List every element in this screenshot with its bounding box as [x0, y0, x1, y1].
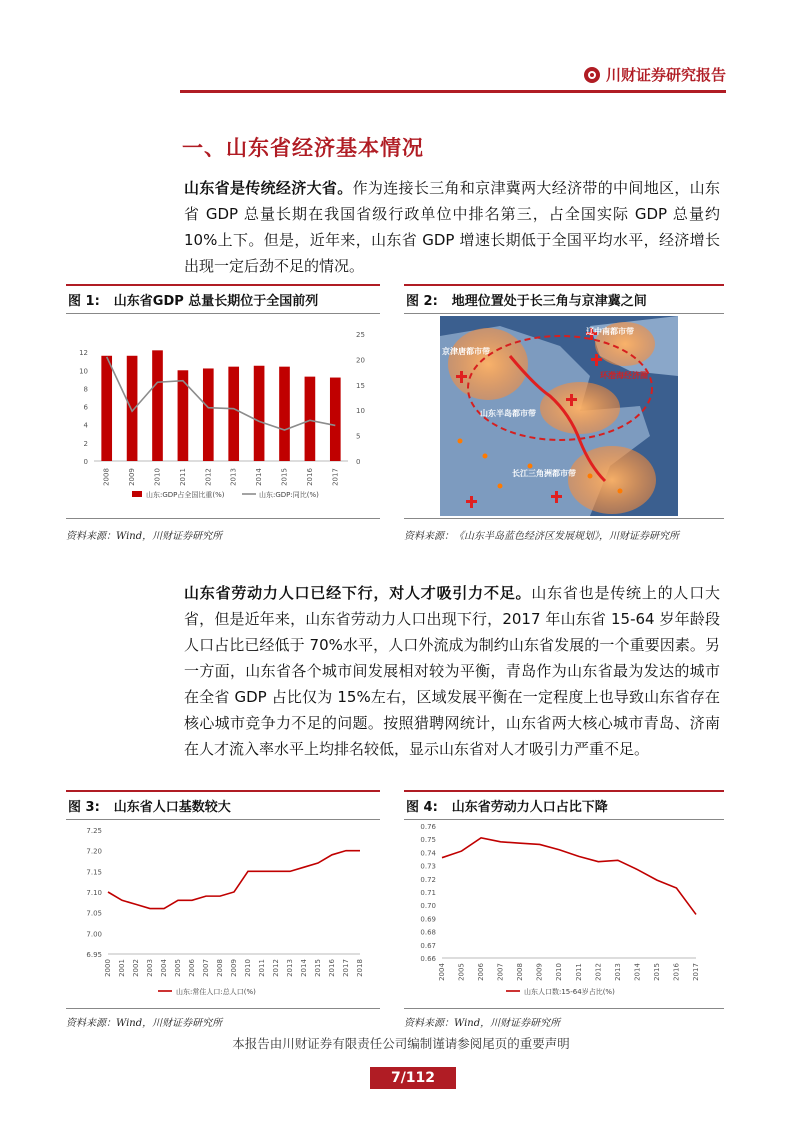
city-dot	[458, 439, 463, 444]
map-label-shandong-peninsula: 山东半岛都市带	[480, 409, 536, 418]
figure-1-number: 图 1:	[68, 294, 100, 309]
figure-2-header	[404, 284, 724, 314]
y-left-tick-label: 10	[79, 367, 88, 376]
x-tick-label: 2006	[477, 963, 486, 981]
x-tick-label: 2018	[356, 959, 364, 977]
footer-disclaimer: 本报告由川财证券有限责任公司编制谨请参阅尾页的重要声明	[232, 1036, 570, 1051]
x-tick-label: 2010	[555, 963, 564, 981]
figure-4-number: 图 4:	[406, 800, 438, 815]
page-number: 7/112	[370, 1067, 456, 1089]
y-right-tick-label: 5	[356, 432, 361, 441]
y-tick-label: 7.25	[86, 827, 102, 835]
y-tick-label: 7.10	[86, 889, 102, 897]
bar-gdp-share	[152, 350, 163, 461]
legend-swatch-bar	[132, 491, 142, 497]
figure-4-header	[404, 790, 724, 820]
series-line	[108, 851, 360, 909]
bar-gdp-share	[279, 367, 290, 461]
figure-3-source-rule	[66, 1008, 380, 1009]
city-marker	[566, 398, 577, 401]
map-label-liaozhongnan: 辽中南都市带	[586, 327, 634, 336]
figure-1-chart	[66, 318, 380, 514]
y-tick-label: 0.71	[420, 889, 436, 897]
paragraph-2-lead: 山东省劳动力人口已经下行，对人才吸引力不足。	[184, 584, 532, 602]
x-tick-label: 2008	[516, 963, 525, 981]
y-tick-label: 0.74	[420, 849, 436, 858]
paragraph-1-body: 作为连接长三角和京津冀两大经济带的中间地区，山东省 GDP 总量长期在我国省级行政单位中排名第三，占全国实际 GDP 总量约 10%上下。但是，近年来，山东省 GDP 增速长期低于全国平均水平，经济增长出现一定后劲不足的情况。	[184, 179, 720, 275]
figure-2-source-rule	[404, 518, 724, 519]
x-tick-label: 2004	[438, 963, 446, 981]
y-tick-label: 0.67	[420, 941, 436, 950]
chuancai-logo-icon	[584, 67, 600, 83]
city-marker	[591, 358, 602, 361]
bar-gdp-share	[305, 377, 316, 461]
bar-gdp-share	[254, 366, 265, 461]
paragraph-2-body: 山东省也是传统上的人口大省，但是近年来，山东省劳动力人口出现下行，2017 年山东省 15-64 岁年龄段人口占比已经低于 70%水平，人口外流成为制约山东省发展的一个重要因素。另一方面，山东省各个城市间发展相对较为平衡，青岛作为山东省最为发达的城市在全省 GDP 占比仅为 15%左右，区域发展平衡在一定程度上也导致山东省存在核心城市竞争力不足的问题。按照猎聘网统计，山东省两大核心城市青岛、济南在人才流入率水平上均排名较低，显示山东省对人才吸引力严重不足。	[184, 584, 720, 758]
figure-3-chart	[66, 822, 380, 1008]
bar-gdp-share	[330, 378, 341, 461]
city-dot	[588, 474, 593, 479]
brand-text: 川财证券研究报告	[605, 66, 726, 84]
bar-gdp-share	[101, 356, 112, 461]
figure-4-source: 资料来源：Wind，川财证券研究所	[404, 1018, 561, 1029]
x-tick-label: 2013	[229, 468, 238, 486]
y-tick-label: 0.76	[420, 823, 436, 831]
y-tick-label: 0.66	[420, 955, 436, 963]
y-tick-label: 0.70	[420, 902, 436, 911]
x-tick-label: 2005	[457, 963, 466, 981]
figure-1-title: 山东省GDP 总量长期位于全国前列	[113, 294, 319, 309]
x-tick-label: 2009	[128, 468, 137, 486]
figure-3-header	[66, 790, 380, 820]
y-right-tick-label: 20	[356, 356, 365, 365]
x-tick-label: 2014	[300, 959, 308, 977]
y-tick-label: 0.73	[420, 862, 436, 871]
report-brand	[584, 64, 726, 85]
bar-gdp-share	[203, 368, 214, 461]
x-tick-label: 2016	[328, 959, 336, 977]
city-dot	[618, 489, 623, 494]
x-tick-label: 2011	[258, 959, 266, 977]
figure-2-map	[440, 316, 678, 516]
y-right-tick-label: 10	[356, 407, 365, 416]
y-tick-label: 0.69	[420, 915, 436, 924]
city-dot	[528, 464, 533, 469]
y-left-tick-label: 6	[83, 403, 88, 412]
paragraph-1-lead: 山东省是传统经济大省。	[184, 179, 353, 197]
y-tick-label: 7.20	[86, 847, 102, 856]
figure-4-title: 山东省劳动力人口占比下降	[451, 800, 608, 815]
legend-label: 山东:常住人口:总人口(%)	[176, 988, 256, 996]
x-tick-label: 2012	[594, 963, 603, 981]
figure-3-title: 山东省人口基数较大	[113, 800, 231, 815]
figure-1-source: 资料来源：Wind，川财证券研究所	[66, 531, 223, 542]
x-tick-label: 2015	[652, 963, 661, 981]
x-tick-label: 2014	[255, 468, 264, 486]
y-tick-label: 7.00	[86, 930, 102, 939]
y-left-tick-label: 0	[83, 458, 88, 466]
figure-3-number: 图 3:	[68, 800, 100, 815]
line-gdp-growth	[107, 357, 336, 430]
yangtze-delta-region	[568, 446, 656, 514]
x-tick-label: 2016	[305, 468, 314, 486]
y-right-tick-label: 0	[356, 458, 361, 466]
x-tick-label: 2008	[216, 959, 224, 977]
legend-label-bar: 山东:GDP占全国比重(%)	[146, 491, 225, 499]
x-tick-label: 2009	[535, 963, 544, 981]
paragraph-2	[184, 580, 720, 762]
paragraph-1	[184, 175, 720, 279]
x-tick-label: 2017	[331, 468, 340, 486]
y-right-tick-label: 25	[356, 331, 365, 339]
y-tick-label: 7.15	[86, 868, 102, 877]
y-left-tick-label: 4	[83, 421, 88, 430]
section-title: 一、山东省经济基本情况	[182, 136, 424, 160]
city-marker	[551, 495, 562, 498]
bar-gdp-share	[228, 367, 239, 461]
legend-label: 山东人口数:15-64岁占比(%)	[524, 988, 615, 996]
x-tick-label: 2010	[153, 468, 162, 486]
x-tick-label: 2012	[204, 468, 213, 486]
x-tick-label: 2007	[496, 963, 505, 981]
x-tick-label: 2015	[280, 468, 289, 486]
city-marker	[466, 500, 477, 503]
x-tick-label: 2010	[244, 959, 252, 977]
x-tick-label: 2013	[286, 959, 294, 977]
x-tick-label: 2013	[613, 963, 622, 981]
y-tick-label: 0.72	[420, 875, 436, 884]
x-tick-label: 2011	[574, 963, 583, 981]
y-right-tick-label: 15	[356, 381, 365, 390]
x-tick-label: 2008	[102, 468, 111, 486]
x-tick-label: 2003	[146, 959, 154, 977]
x-tick-label: 2002	[132, 959, 140, 977]
x-tick-label: 2001	[118, 959, 126, 977]
y-tick-label: 0.75	[420, 836, 436, 845]
y-left-tick-label: 8	[83, 385, 88, 394]
figure-4-source-rule	[404, 1008, 724, 1009]
x-tick-label: 2004	[160, 959, 168, 977]
x-tick-label: 2009	[230, 959, 238, 977]
map-label-jingjintang: 京津唐都市带	[442, 347, 490, 356]
x-tick-label: 2016	[672, 963, 681, 981]
x-tick-label: 2006	[188, 959, 196, 977]
x-tick-label: 2005	[174, 959, 182, 977]
figure-2-number: 图 2:	[406, 294, 438, 309]
map-label-bohai-rim: 环渤海经济圈	[600, 371, 648, 380]
x-tick-label: 2017	[692, 963, 700, 981]
city-marker	[456, 375, 467, 378]
figure-2-title: 地理位置处于长三角与京津冀之间	[451, 294, 647, 309]
x-tick-label: 2011	[178, 468, 187, 486]
city-dot	[498, 484, 503, 489]
y-tick-label: 7.05	[86, 909, 102, 918]
y-tick-label: 0.68	[420, 928, 436, 937]
figure-4-chart	[404, 822, 724, 1008]
x-tick-label: 2015	[314, 959, 322, 977]
bar-gdp-share	[127, 356, 138, 461]
y-left-tick-label: 12	[79, 349, 88, 358]
y-tick-label: 6.95	[86, 951, 102, 959]
x-tick-label: 2000	[104, 959, 112, 977]
x-tick-label: 2014	[633, 963, 642, 981]
series-line	[442, 838, 696, 915]
figure-3-source: 资料来源：Wind，川财证券研究所	[66, 1018, 223, 1029]
x-tick-label: 2017	[342, 959, 350, 977]
header-rule	[180, 90, 726, 93]
shandong-peninsula-region	[540, 382, 620, 434]
city-dot	[483, 454, 488, 459]
y-left-tick-label: 2	[83, 439, 88, 448]
x-tick-label: 2012	[272, 959, 280, 977]
figure-1-header	[66, 284, 380, 314]
map-label-yangtze-delta: 长江三角洲都市带	[512, 469, 576, 478]
figure-1-source-rule	[66, 518, 380, 519]
x-tick-label: 2007	[202, 959, 210, 977]
legend-label-line: 山东:GDP:同比(%)	[259, 491, 319, 499]
figure-2-source: 资料来源：《山东半岛蓝色经济区发展规划》，川财证券研究所	[404, 531, 679, 542]
